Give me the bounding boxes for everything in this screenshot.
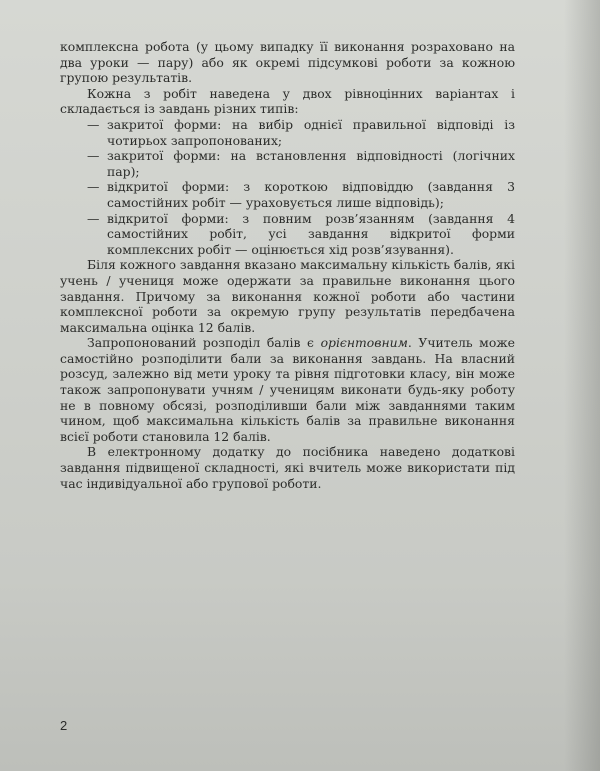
- list-item: [87, 148, 515, 179]
- dash-marker: —: [87, 148, 100, 164]
- dash-marker: —: [87, 179, 100, 195]
- list-item-text: відкритої форми: з повним розв’язанням (завдання 4 самостійних робіт, усі завдання відкритої форми комплексних робіт — оцінюється хід розв’язування).: [107, 210, 515, 257]
- page-number: 2: [60, 718, 68, 733]
- task-types-list: [60, 117, 515, 257]
- list-item: [87, 211, 515, 258]
- page-shadow: [564, 0, 600, 771]
- paragraph-points-start: Запропонований розподіл балів є: [87, 335, 321, 351]
- list-item-text: відкритої форми: з короткою відповіддю (завдання 3 самостійних робіт — ураховується лише відповідь);: [107, 179, 515, 210]
- body-text: [60, 39, 515, 491]
- dash-marker: —: [87, 116, 100, 132]
- paragraph-points-end: . Учитель може самостійно розподілити бали за виконання завдань. На власний розсуд, залежно від мети уроку та рівня підготовки класу, він може також запропонувати учням / ученицям виконати будь-яку роботу не в повному обсязі, розподіливши бали між завданнями таким чином, щоб максимальна кількість балів за правильне виконання всієї роботи становила 12 балів.: [60, 335, 516, 444]
- paragraph-electronic-supplement: В електронному додатку до посібника наведено додаткові завдання підвищеної складності, які вчитель може використати під час індивідуальної або групової роботи.: [60, 444, 515, 491]
- list-item-text: закритої форми: на вибір однієї правильної відповіді із чотирьох запропонованих;: [107, 116, 515, 148]
- emphasis-word: орієнтовним: [320, 335, 408, 351]
- list-item: [87, 117, 515, 148]
- paragraph-task-types: Кожна з робіт наведена у двох рівноцінних варіантах і складається із завдань різних типів:: [60, 85, 515, 117]
- paragraph-continuation: комплексна робота (у цьому випадку її виконання розраховано на два уроки — пару) або як окремі підсумкові роботи за кожною групою результатів.: [60, 39, 515, 86]
- paragraph-max-points: Біля кожного завдання вказано максимальну кількість балів, які учень / учениця може одержати за правильне виконання цього завдання. Причому за виконання кожної роботи або частини комплексної роботи за окремую групу результатів передбачена максимальна оцінка 12 балів.: [60, 257, 515, 335]
- list-item-text: закритої форми: на встановлення відповідності (логічних пар);: [107, 148, 515, 179]
- paragraph-points-distribution: [60, 335, 515, 444]
- list-item: [87, 179, 515, 210]
- dash-marker: —: [87, 210, 100, 226]
